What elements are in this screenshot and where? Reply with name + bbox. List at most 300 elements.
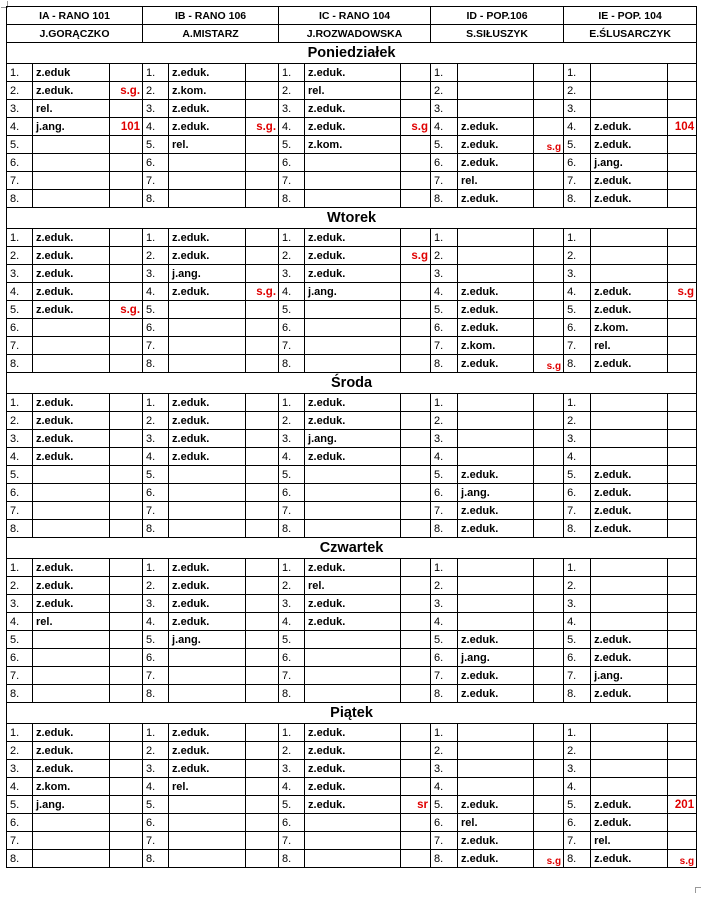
lesson-subject bbox=[591, 742, 668, 760]
lesson-number: 3. bbox=[431, 100, 458, 118]
lesson-number: 6. bbox=[7, 484, 33, 502]
lesson-note bbox=[110, 595, 143, 613]
lesson-subject: z.eduk. bbox=[458, 667, 534, 685]
lesson-subject bbox=[458, 559, 534, 577]
lesson-subject bbox=[591, 229, 668, 247]
lesson-number: 2. bbox=[143, 577, 169, 595]
lesson-note bbox=[401, 154, 431, 172]
lesson-subject bbox=[591, 595, 668, 613]
lesson-number: 3. bbox=[143, 760, 169, 778]
lesson-number: 8. bbox=[7, 850, 33, 868]
lesson-note bbox=[110, 337, 143, 355]
lesson-number: 7. bbox=[7, 337, 33, 355]
lesson-number: 4. bbox=[143, 283, 169, 301]
lesson-number: 6. bbox=[143, 319, 169, 337]
lesson-subject bbox=[591, 412, 668, 430]
lesson-number: 7. bbox=[431, 337, 458, 355]
lesson-subject bbox=[305, 319, 401, 337]
lesson-row bbox=[7, 355, 697, 373]
lesson-subject: rel. bbox=[33, 100, 110, 118]
lesson-subject bbox=[458, 613, 534, 631]
lesson-row bbox=[7, 850, 697, 868]
lesson-number: 8. bbox=[431, 190, 458, 208]
lesson-subject bbox=[33, 502, 110, 520]
lesson-number: 5. bbox=[143, 301, 169, 319]
lesson-number: 4. bbox=[564, 283, 591, 301]
lesson-number: 5. bbox=[7, 796, 33, 814]
lesson-subject bbox=[305, 190, 401, 208]
lesson-subject: z.kom. bbox=[305, 136, 401, 154]
lesson-note bbox=[534, 100, 564, 118]
lesson-note bbox=[401, 850, 431, 868]
lesson-note bbox=[110, 190, 143, 208]
lesson-number: 1. bbox=[7, 229, 33, 247]
lesson-note bbox=[110, 778, 143, 796]
lesson-note bbox=[246, 64, 279, 82]
lesson-row bbox=[7, 283, 697, 301]
lesson-subject: z.eduk. bbox=[305, 595, 401, 613]
lesson-note bbox=[534, 742, 564, 760]
lesson-subject bbox=[458, 760, 534, 778]
lesson-note bbox=[110, 724, 143, 742]
lesson-subject: rel. bbox=[169, 778, 246, 796]
lesson-number: 7. bbox=[143, 337, 169, 355]
lesson-note bbox=[246, 520, 279, 538]
lesson-note bbox=[246, 577, 279, 595]
lesson-note bbox=[246, 448, 279, 466]
lesson-number: 7. bbox=[279, 337, 305, 355]
lesson-note bbox=[668, 448, 697, 466]
lesson-number: 4. bbox=[7, 778, 33, 796]
lesson-note bbox=[534, 760, 564, 778]
lesson-note bbox=[668, 502, 697, 520]
lesson-number: 7. bbox=[143, 502, 169, 520]
lesson-number: 2. bbox=[431, 412, 458, 430]
lesson-number: 8. bbox=[143, 685, 169, 703]
lesson-subject bbox=[458, 724, 534, 742]
lesson-number: 7. bbox=[7, 832, 33, 850]
lesson-number: 8. bbox=[279, 190, 305, 208]
lesson-subject: z.eduk. bbox=[591, 301, 668, 319]
lesson-note bbox=[110, 247, 143, 265]
lesson-note bbox=[401, 667, 431, 685]
day-title: Poniedziałek bbox=[7, 43, 697, 64]
lesson-note bbox=[246, 484, 279, 502]
lesson-note bbox=[534, 172, 564, 190]
lesson-note bbox=[668, 466, 697, 484]
lesson-subject: z.eduk. bbox=[305, 742, 401, 760]
lesson-number: 8. bbox=[564, 520, 591, 538]
lesson-subject bbox=[305, 685, 401, 703]
lesson-subject bbox=[305, 667, 401, 685]
lesson-note bbox=[534, 484, 564, 502]
lesson-subject: z.eduk. bbox=[169, 100, 246, 118]
lesson-subject bbox=[169, 520, 246, 538]
lesson-row bbox=[7, 337, 697, 355]
lesson-subject: rel. bbox=[591, 832, 668, 850]
lesson-row bbox=[7, 190, 697, 208]
lesson-subject: z.eduk. bbox=[33, 595, 110, 613]
lesson-subject bbox=[305, 466, 401, 484]
lesson-subject bbox=[33, 154, 110, 172]
lesson-subject bbox=[458, 64, 534, 82]
lesson-subject: z.eduk. bbox=[591, 118, 668, 136]
lesson-note bbox=[401, 172, 431, 190]
lesson-subject: z.eduk. bbox=[305, 265, 401, 283]
lesson-note bbox=[110, 172, 143, 190]
lesson-subject: rel. bbox=[305, 577, 401, 595]
lesson-subject: z.eduk. bbox=[305, 412, 401, 430]
lesson-number: 7. bbox=[143, 172, 169, 190]
lesson-number: 7. bbox=[431, 667, 458, 685]
lesson-note bbox=[401, 265, 431, 283]
timetable bbox=[6, 6, 697, 868]
lesson-number: 8. bbox=[564, 850, 591, 868]
lesson-note bbox=[401, 577, 431, 595]
lesson-number: 6. bbox=[279, 649, 305, 667]
lesson-subject bbox=[591, 265, 668, 283]
lesson-subject: z.eduk. bbox=[33, 229, 110, 247]
lesson-note bbox=[668, 685, 697, 703]
lesson-number: 6. bbox=[564, 484, 591, 502]
lesson-number: 8. bbox=[564, 355, 591, 373]
lesson-note bbox=[401, 337, 431, 355]
lesson-number: 8. bbox=[279, 685, 305, 703]
lesson-note bbox=[110, 229, 143, 247]
lesson-row bbox=[7, 448, 697, 466]
lesson-number: 8. bbox=[431, 520, 458, 538]
lesson-number: 2. bbox=[143, 412, 169, 430]
lesson-note bbox=[110, 649, 143, 667]
lesson-note bbox=[668, 64, 697, 82]
lesson-number: 3. bbox=[564, 430, 591, 448]
lesson-note bbox=[668, 337, 697, 355]
lesson-note bbox=[668, 649, 697, 667]
lesson-subject: z.eduk. bbox=[591, 190, 668, 208]
lesson-subject bbox=[591, 64, 668, 82]
lesson-subject: z.eduk. bbox=[591, 649, 668, 667]
lesson-subject: z.eduk. bbox=[591, 796, 668, 814]
lesson-note bbox=[246, 172, 279, 190]
lesson-subject bbox=[33, 337, 110, 355]
lesson-subject: z.eduk. bbox=[305, 64, 401, 82]
lesson-note bbox=[110, 412, 143, 430]
lesson-note bbox=[534, 247, 564, 265]
lesson-note bbox=[110, 319, 143, 337]
lesson-number: 6. bbox=[431, 484, 458, 502]
lesson-number: 1. bbox=[7, 64, 33, 82]
lesson-note bbox=[668, 355, 697, 373]
lesson-number: 1. bbox=[564, 724, 591, 742]
lesson-note bbox=[110, 577, 143, 595]
lesson-subject bbox=[169, 850, 246, 868]
lesson-note bbox=[534, 685, 564, 703]
lesson-note bbox=[534, 430, 564, 448]
lesson-note bbox=[668, 190, 697, 208]
teacher-name: A.MISTARZ bbox=[143, 25, 279, 43]
lesson-note bbox=[534, 412, 564, 430]
lesson-number: 8. bbox=[564, 190, 591, 208]
lesson-note bbox=[401, 394, 431, 412]
lesson-note bbox=[534, 613, 564, 631]
lesson-note bbox=[534, 466, 564, 484]
lesson-note bbox=[668, 724, 697, 742]
lesson-note bbox=[246, 394, 279, 412]
lesson-subject: j.ang. bbox=[458, 649, 534, 667]
lesson-subject bbox=[33, 190, 110, 208]
lesson-note bbox=[534, 190, 564, 208]
lesson-number: 4. bbox=[431, 613, 458, 631]
lesson-subject bbox=[305, 301, 401, 319]
lesson-subject: z.eduk. bbox=[305, 394, 401, 412]
lesson-note bbox=[534, 229, 564, 247]
lesson-number: 7. bbox=[431, 502, 458, 520]
lesson-note bbox=[668, 631, 697, 649]
lesson-note bbox=[534, 649, 564, 667]
lesson-number: 1. bbox=[143, 394, 169, 412]
lesson-subject: rel. bbox=[169, 136, 246, 154]
lesson-number: 5. bbox=[279, 136, 305, 154]
lesson-note bbox=[668, 229, 697, 247]
lesson-number: 8. bbox=[7, 355, 33, 373]
lesson-number: 4. bbox=[7, 613, 33, 631]
lesson-subject: z.eduk. bbox=[458, 154, 534, 172]
lesson-note bbox=[110, 667, 143, 685]
lesson-row bbox=[7, 466, 697, 484]
lesson-subject bbox=[305, 631, 401, 649]
lesson-number: 3. bbox=[431, 595, 458, 613]
lesson-note bbox=[246, 832, 279, 850]
lesson-note bbox=[534, 724, 564, 742]
lesson-note bbox=[246, 136, 279, 154]
lesson-subject bbox=[169, 667, 246, 685]
lesson-subject: z.kom. bbox=[169, 82, 246, 100]
lesson-subject: z.eduk. bbox=[169, 430, 246, 448]
lesson-number: 7. bbox=[279, 832, 305, 850]
lesson-row bbox=[7, 796, 697, 814]
lesson-number: 7. bbox=[279, 502, 305, 520]
lesson-number: 3. bbox=[143, 265, 169, 283]
lesson-subject: z.eduk. bbox=[33, 412, 110, 430]
lesson-note bbox=[668, 484, 697, 502]
lesson-subject: z.eduk. bbox=[591, 466, 668, 484]
lesson-number: 7. bbox=[143, 832, 169, 850]
lesson-subject: z.eduk. bbox=[169, 577, 246, 595]
lesson-note: s.g. bbox=[110, 301, 143, 319]
lesson-number: 5. bbox=[431, 136, 458, 154]
lesson-subject: z.eduk. bbox=[305, 760, 401, 778]
lesson-subject: z.eduk. bbox=[458, 796, 534, 814]
lesson-subject: z.eduk. bbox=[591, 172, 668, 190]
lesson-number: 4. bbox=[143, 613, 169, 631]
lesson-note bbox=[246, 559, 279, 577]
lesson-note bbox=[401, 283, 431, 301]
lesson-note bbox=[246, 412, 279, 430]
lesson-row bbox=[7, 247, 697, 265]
lesson-number: 4. bbox=[143, 118, 169, 136]
lesson-subject bbox=[169, 484, 246, 502]
lesson-number: 4. bbox=[279, 613, 305, 631]
lesson-note bbox=[668, 595, 697, 613]
lesson-note bbox=[246, 595, 279, 613]
lesson-note bbox=[110, 136, 143, 154]
lesson-subject bbox=[33, 649, 110, 667]
lesson-number: 8. bbox=[431, 850, 458, 868]
lesson-note bbox=[110, 466, 143, 484]
class-header: ID - POP.106 bbox=[431, 7, 564, 25]
lesson-note bbox=[668, 832, 697, 850]
lesson-note: s.g bbox=[401, 118, 431, 136]
lesson-subject: rel. bbox=[591, 337, 668, 355]
lesson-note bbox=[401, 82, 431, 100]
lesson-subject: rel. bbox=[305, 82, 401, 100]
lesson-note bbox=[534, 448, 564, 466]
lesson-number: 6. bbox=[279, 814, 305, 832]
lesson-note bbox=[401, 613, 431, 631]
lesson-subject: z.eduk. bbox=[33, 430, 110, 448]
lesson-number: 4. bbox=[564, 613, 591, 631]
lesson-subject: j.ang. bbox=[33, 796, 110, 814]
lesson-subject: j.ang. bbox=[591, 154, 668, 172]
lesson-subject: z.eduk. bbox=[458, 631, 534, 649]
lesson-number: 1. bbox=[7, 559, 33, 577]
lesson-subject: z.eduk. bbox=[591, 631, 668, 649]
lesson-number: 2. bbox=[279, 247, 305, 265]
lesson-note bbox=[668, 520, 697, 538]
lesson-subject: z.eduk. bbox=[169, 448, 246, 466]
lesson-number: 6. bbox=[279, 154, 305, 172]
lesson-note bbox=[246, 850, 279, 868]
lesson-number: 8. bbox=[143, 520, 169, 538]
lesson-subject: z.kom. bbox=[591, 319, 668, 337]
lesson-row bbox=[7, 430, 697, 448]
lesson-number: 4. bbox=[143, 778, 169, 796]
lesson-note: s.g. bbox=[246, 118, 279, 136]
day-title: Czwartek bbox=[7, 538, 697, 559]
lesson-subject bbox=[458, 247, 534, 265]
lesson-note bbox=[668, 154, 697, 172]
lesson-note bbox=[246, 319, 279, 337]
lesson-row bbox=[7, 595, 697, 613]
lesson-subject: j.ang. bbox=[33, 118, 110, 136]
lesson-number: 5. bbox=[7, 466, 33, 484]
lesson-number: 3. bbox=[431, 265, 458, 283]
lesson-subject bbox=[305, 832, 401, 850]
class-header: IC - RANO 104 bbox=[279, 7, 431, 25]
lesson-number: 8. bbox=[7, 190, 33, 208]
lesson-number: 3. bbox=[564, 265, 591, 283]
lesson-number: 1. bbox=[564, 394, 591, 412]
lesson-note bbox=[110, 355, 143, 373]
lesson-note bbox=[534, 559, 564, 577]
lesson-number: 5. bbox=[431, 466, 458, 484]
lesson-number: 2. bbox=[564, 412, 591, 430]
class-name-row bbox=[7, 7, 697, 25]
lesson-number: 5. bbox=[143, 796, 169, 814]
lesson-row bbox=[7, 778, 697, 796]
lesson-note bbox=[668, 760, 697, 778]
class-header: IA - RANO 101 bbox=[7, 7, 143, 25]
lesson-note bbox=[534, 502, 564, 520]
lesson-number: 5. bbox=[279, 631, 305, 649]
lesson-note bbox=[668, 247, 697, 265]
lesson-number: 6. bbox=[564, 649, 591, 667]
lesson-subject: rel. bbox=[33, 613, 110, 631]
lesson-note bbox=[401, 229, 431, 247]
lesson-number: 3. bbox=[143, 100, 169, 118]
lesson-note bbox=[110, 613, 143, 631]
lesson-subject bbox=[33, 832, 110, 850]
lesson-note bbox=[110, 283, 143, 301]
lesson-subject bbox=[591, 82, 668, 100]
lesson-note bbox=[534, 631, 564, 649]
lesson-subject bbox=[458, 595, 534, 613]
lesson-subject bbox=[169, 502, 246, 520]
corner-crop-mark bbox=[695, 887, 701, 893]
lesson-note bbox=[534, 154, 564, 172]
lesson-note bbox=[110, 502, 143, 520]
lesson-subject: z.eduk. bbox=[169, 595, 246, 613]
lesson-note bbox=[110, 559, 143, 577]
lesson-number: 3. bbox=[7, 760, 33, 778]
lesson-row bbox=[7, 613, 697, 631]
lesson-note bbox=[668, 100, 697, 118]
lesson-subject bbox=[169, 319, 246, 337]
lesson-subject: z.eduk. bbox=[458, 685, 534, 703]
lesson-note bbox=[401, 814, 431, 832]
lesson-subject bbox=[169, 154, 246, 172]
lesson-note: s.g bbox=[668, 850, 697, 868]
lesson-note bbox=[668, 136, 697, 154]
lesson-number: 7. bbox=[564, 337, 591, 355]
lesson-note bbox=[668, 559, 697, 577]
lesson-number: 2. bbox=[7, 577, 33, 595]
lesson-row bbox=[7, 64, 697, 82]
lesson-number: 4. bbox=[564, 118, 591, 136]
lesson-number: 3. bbox=[7, 595, 33, 613]
lesson-subject: z.eduk. bbox=[169, 559, 246, 577]
lesson-number: 5. bbox=[279, 796, 305, 814]
lesson-number: 2. bbox=[143, 247, 169, 265]
day-header-row bbox=[7, 703, 697, 724]
lesson-subject: z.eduk. bbox=[305, 229, 401, 247]
lesson-note bbox=[401, 355, 431, 373]
lesson-subject bbox=[33, 520, 110, 538]
lesson-number: 6. bbox=[143, 484, 169, 502]
lesson-note: 201 bbox=[668, 796, 697, 814]
lesson-note bbox=[534, 283, 564, 301]
teacher-name: J.GORĄCZKO bbox=[7, 25, 143, 43]
lesson-number: 2. bbox=[143, 82, 169, 100]
lesson-note bbox=[246, 613, 279, 631]
lesson-number: 7. bbox=[431, 832, 458, 850]
lesson-number: 3. bbox=[279, 760, 305, 778]
lesson-note bbox=[668, 394, 697, 412]
lesson-number: 6. bbox=[7, 814, 33, 832]
lesson-number: 7. bbox=[564, 667, 591, 685]
lesson-number: 1. bbox=[431, 724, 458, 742]
lesson-note bbox=[246, 229, 279, 247]
lesson-subject: z.eduk. bbox=[458, 319, 534, 337]
lesson-note bbox=[110, 685, 143, 703]
lesson-subject bbox=[458, 265, 534, 283]
lesson-number: 6. bbox=[564, 814, 591, 832]
lesson-subject bbox=[305, 850, 401, 868]
lesson-row bbox=[7, 265, 697, 283]
lesson-note: s.g bbox=[668, 283, 697, 301]
lesson-number: 5. bbox=[431, 301, 458, 319]
lesson-note bbox=[401, 136, 431, 154]
